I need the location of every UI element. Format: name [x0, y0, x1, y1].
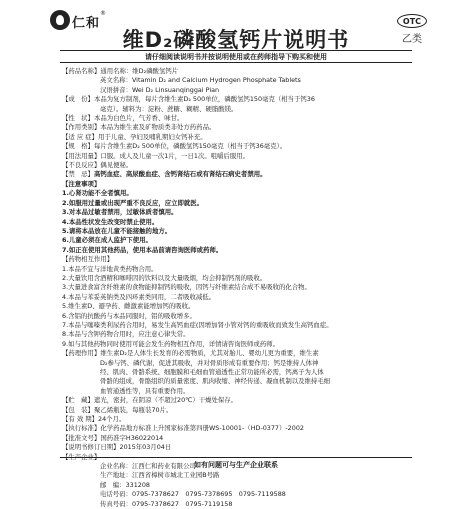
pharmacology-row: [62, 359, 412, 368]
info-label: 【成 份】: [62, 95, 94, 104]
storage-info-row: [62, 406, 412, 415]
precaution-item: 5.请将本品放在儿童不能接触的地方。: [62, 226, 172, 235]
storage-info-text: 聚乙烯瓶装，每瓶装70片。: [93, 405, 173, 414]
manufacturer-phone-row: [62, 490, 412, 499]
interaction-item: 9.如与其他药物同时使用可能会发生药物相互作用，详情请咨询医师或药师。: [62, 339, 279, 348]
manufacturer-heading: 【生产企业】: [62, 452, 101, 461]
pharmacology-text: 骨骼的组成，骨骼组织的质量密度、肌肉收缩、神经传递、凝血机制以及维持毛细: [100, 377, 331, 386]
pharmacology-row: [62, 387, 412, 396]
storage-info-label: 【说明书修订日期】: [62, 443, 120, 452]
manufacturer-postcode: 331208: [125, 480, 150, 489]
storage-info-row: [62, 434, 412, 443]
info-label: 【用法用量】: [62, 151, 101, 160]
precautions-list: [62, 189, 412, 255]
manufacturer-fax: 0795-7378627 0795-7119158: [131, 499, 233, 508]
interactions-heading: 【药物相互作用】: [62, 255, 114, 264]
precaution-item: 2.如服用过量或出现严重不良反应，应立即就医。: [62, 198, 204, 207]
pharmacology-text: D₂参与钙、磷代谢，促进其吸收，并对骨质形成有重要作用；钙是维持人体神: [100, 358, 319, 367]
interaction-item: 4.本品与苯妥英钠类及四环素类同用，二者吸收减低。: [62, 292, 216, 301]
document-title: 维D₂磷酸氢钙片说明书: [122, 28, 350, 52]
info-label: 【不良反应】: [62, 161, 101, 170]
manufacturer-address-row: [62, 471, 412, 480]
storage-info-label: 【贮 藏】: [62, 396, 94, 405]
info-text: 汉语拼音：Wei D₂ Linsuanqinggai Pian: [100, 85, 220, 94]
precaution-item: 3.对本品过敏者禁用，过敏体质者慎用。: [62, 208, 178, 217]
info-row: [62, 170, 412, 179]
info-label: 【禁 忌】: [62, 170, 94, 179]
pharmacology-row: [62, 349, 412, 358]
footer-divider: [60, 457, 412, 458]
info-row: [62, 142, 412, 151]
info-label: 【规 格】: [62, 142, 94, 151]
otc-class-label: 乙类: [402, 34, 422, 45]
interaction-item: 5.维生素D、避孕药、雌激素能增加钙的吸收。: [62, 302, 195, 311]
info-label: 【性 状】: [62, 114, 94, 123]
manufacturer-address-label: 生产地址：: [100, 471, 132, 480]
interaction-item: 6.含铝的抗酸药与本品同服时，铝的吸收增多。: [62, 311, 196, 320]
info-text: 本品为维生素及矿物质类非处方药药品。: [100, 123, 216, 132]
pharmacology-label: [62, 368, 100, 376]
info-text: 毫克）。辅料为：淀粉、蔗糖、糊精、硬脂酸镁。: [100, 104, 238, 113]
pharmacology-row: [62, 377, 412, 386]
document-subtitle: 请仔细阅读说明书并按说明使用或在药师指导下购买和使用: [145, 53, 327, 61]
storage-info-label: 【包 装】: [62, 405, 94, 414]
manufacturer-name: 江西仁和药业有限公司: [131, 462, 196, 471]
leaflet-body: [62, 67, 412, 509]
info-text: 用于儿童、孕妇及哺乳期妇女钙补充。: [98, 132, 207, 141]
info-row: [62, 95, 412, 104]
info-label: 【药品名称】: [62, 67, 101, 75]
info-text: 本品为复方制剂，每片含维生素D₂ 500单位，磷酸氢钙150毫克（相当于钙36: [93, 95, 315, 104]
precaution-item: 1.心肾功能不全者慎用。: [62, 189, 133, 198]
info-row: [62, 133, 412, 142]
pharmacology-text: 血管通透性等，具有重要作用。: [100, 386, 190, 395]
manufacturer-name-label: 企业名称：: [100, 462, 132, 471]
info-text: 通用名称：维D₂磷酸氢钙片: [100, 67, 179, 75]
manufacturer-phone-label: 电话号码：: [100, 490, 132, 499]
storage-info-label: 【有 效 期】: [62, 415, 99, 424]
storage-section: [62, 396, 412, 452]
manufacturer-fax-label: 传真号码：: [100, 499, 132, 508]
info-row: [62, 152, 412, 161]
storage-info-text: 国药准字H36022014: [100, 433, 164, 442]
pharmacology-label: 【药理作用】: [62, 349, 101, 358]
manufacturer-phone: 0795-7378627 0795-7378695 0795-7119588: [131, 490, 286, 499]
registered-mark: ®: [100, 10, 106, 17]
pharmacology-text: 经、肌肉、骨骼系统、细胞膜和毛细血管通透性正常功能所必需，钙离子为人体: [100, 368, 324, 376]
storage-info-row: [62, 396, 412, 405]
info-row: [62, 105, 412, 114]
footer-note: 如有问题可与生产企业联系: [194, 461, 278, 469]
info-row: [62, 67, 412, 76]
storage-info-text: 24个月。: [98, 415, 126, 424]
precaution-item: 4.本品性状发生改变时禁止使用。: [62, 217, 159, 226]
pharmacology-text: 维生素D₂是人体生长发育的必需物质，尤其对胎儿、婴幼儿更为重要，维生素: [100, 349, 319, 358]
manufacturer-postcode-label: 邮 编：: [100, 480, 126, 489]
manufacturer-address: 江西省樟树市城北工业园B号路: [131, 471, 220, 480]
precaution-item: 6.儿童必须在成人监护下使用。: [62, 236, 152, 245]
manufacturer-fax-row: [62, 500, 412, 509]
storage-info-text: 化学药品地方标准上升国家标准第四册WS-10001-（HD-0377）-2002: [100, 424, 304, 433]
info-text: 偶见便秘。: [100, 161, 133, 170]
interaction-item: 3.大量进食富含纤维素的食物能抑制钙的吸收，因钙与纤维素结合成不易吸收的化合物。: [62, 283, 311, 292]
info-text: 口服。成人及儿童一次1片，一日1次。咀嚼后服用。: [100, 151, 250, 160]
pharmacology-section: [62, 349, 412, 396]
pharmacology-label: [62, 377, 100, 385]
info-text: 高钙血症、高尿酸血症、含钙肾结石或有肾结石病史者禁用。: [93, 170, 267, 179]
precaution-item: 7.如正在使用其他药品，使用本品前请咨询医师或药师。: [62, 245, 223, 254]
info-label: [62, 86, 100, 94]
storage-info-row: [62, 443, 412, 452]
info-label: 【作用类别】: [62, 123, 101, 132]
otc-label: OTC: [397, 14, 427, 28]
interactions-list: [62, 265, 412, 350]
title-divider-bottom: [60, 62, 412, 63]
storage-info-text: 遮光，密封，在阴凉（不超过20℃）干燥处保存。: [93, 396, 238, 405]
title-divider-top: [60, 50, 412, 51]
manufacturer-postcode-row: [62, 481, 412, 490]
info-row: [62, 86, 412, 95]
info-label: [62, 105, 100, 113]
info-text: 本品为白色片，气芳香、味甘。: [93, 114, 184, 123]
storage-info-text: 2015年03月04日: [119, 443, 172, 452]
info-text: 每片含维生素D₂ 500单位，磷酸氢钙150毫克（相当于钙36毫克）。: [93, 142, 287, 151]
basic-info-section: [62, 67, 412, 180]
interaction-item: 7.本品与噻嗪类利尿药合用时，易发生高钙血症(因增加肾小管对钙的重吸收而致发生高钙血症。: [62, 320, 333, 329]
info-label: [62, 76, 100, 84]
pharmacology-label: [62, 387, 100, 395]
pharmacology-row: [62, 368, 412, 377]
interaction-item: 2.大量饮用含酒精和咖啡因的饮料以及大量吸烟，均会抑制钙剂的吸收。: [62, 273, 267, 282]
info-text: 英文名称：Vitamin D₂ and Calcium Hydrogen Phosphate Tablets: [100, 76, 301, 85]
storage-info-row: [62, 424, 412, 433]
pharmacology-label: [62, 359, 100, 367]
precautions-heading: 【注意事项】: [62, 179, 101, 188]
info-row: [62, 123, 412, 132]
brand-name: 仁和: [72, 16, 101, 31]
interaction-item: 1.本品不宜与洋地黄类药物合用。: [62, 264, 158, 273]
storage-info-label: 【批准文号】: [62, 433, 101, 442]
info-row: [62, 76, 412, 85]
storage-info-label: 【执行标准】: [62, 424, 101, 433]
interaction-item: 8.本品与含钾药物合用时，应注意心律失常。: [62, 330, 190, 339]
info-label: 【适 应 症】: [62, 132, 99, 141]
